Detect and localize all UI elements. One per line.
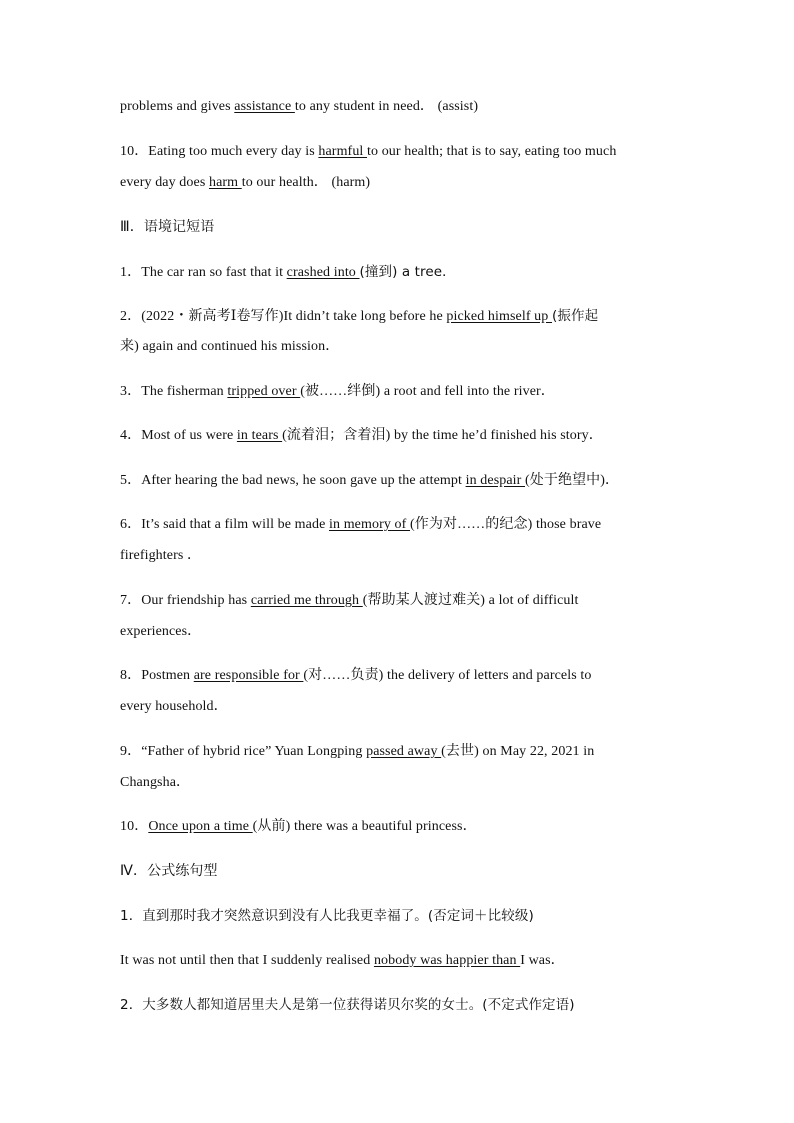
answer-once-upon-a-time: Once upon a time <box>148 819 253 834</box>
phrase-item-9: 9．“Father of hybrid rice” Yuan Longping passed away (去世) on May 22, 2021 in <box>120 744 595 759</box>
line-assist: problems and gives assistance to any student in need． (assist) <box>120 99 479 114</box>
section-heading-3: Ⅲ．语境记短语 <box>120 219 215 235</box>
phrase-item-1: 1．The car ran so fast that it crashed into (撞到) a tree． <box>120 264 456 280</box>
answer-tripped-over: tripped over <box>227 384 301 399</box>
phrase-item-3: 3．The fisherman tripped over (被……绊倒) a root and fell into the river． <box>120 384 555 399</box>
phrase-item-2: 2．(2022・新高考Ⅰ卷写作)It didn’t take long before he picked himself up (振作起 <box>120 308 599 324</box>
answer-assistance: assistance <box>234 99 295 114</box>
answer-harmful: harmful <box>318 144 368 159</box>
phrase-item-5: 5．After hearing the bad news, he soon gave up the attempt in despair (处于绝望中)． <box>120 473 620 488</box>
phrase-item-7: 7．Our friendship has carried me through (帮助某人渡过难关) a lot of difficult <box>120 593 579 608</box>
phrase-item-8-cont: every household． <box>120 699 228 714</box>
answer-crashed-into: crashed into <box>286 265 360 280</box>
phrase-item-10: 10．Once upon a time (从前) there was a beautiful princess． <box>120 819 477 834</box>
answer-nobody-was-happier-than: nobody was happier than <box>373 953 521 968</box>
pattern-item-1-answer: It was not until then that I suddenly realised nobody was happier than I was． <box>120 953 565 968</box>
answer-harm: harm <box>208 175 242 190</box>
phrase-item-6-cont: firefighters ． <box>120 548 202 563</box>
phrase-item-6: 6．It’s said that a film will be made in memory of (作为对……的纪念) those brave <box>120 517 602 532</box>
line-item-10: 10．Eating too much every day is harmful to our health; that is to say, eating too much <box>120 144 617 159</box>
line-item-10-cont: every day does harm to our health． (harm) <box>120 175 371 190</box>
phrase-item-9-cont: Changsha． <box>120 775 191 790</box>
answer-picked-himself-up: picked himself up <box>446 309 552 324</box>
answer-carried-me-through: carried me through <box>250 593 363 608</box>
phrase-item-7-cont: experiences． <box>120 624 202 639</box>
phrase-item-8: 8．Postmen are responsible for (对……负责) the delivery of letters and parcels to <box>120 668 592 683</box>
answer-are-responsible-for: are responsible for <box>193 668 304 683</box>
answer-passed-away: passed away <box>366 744 442 759</box>
answer-in-memory-of: in memory of <box>329 517 411 532</box>
answer-in-despair: in despair <box>465 473 526 488</box>
phrase-item-4: 4．Most of us were in tears (流着泪；含着泪) by the time he’d finished his story． <box>120 428 603 443</box>
phrase-item-2-cont: 来) again and continued his mission． <box>120 339 340 354</box>
pattern-item-1-prompt: 1．直到那时我才突然意识到没有人比我更幸福了。(否定词＋比较级) <box>120 908 534 924</box>
answer-in-tears: in tears <box>236 428 283 443</box>
section-heading-4: Ⅳ．公式练句型 <box>120 863 218 879</box>
pattern-item-2-prompt: 2．大多数人都知道居里夫人是第一位获得诺贝尔奖的女士。(不定式作定语) <box>120 997 575 1013</box>
